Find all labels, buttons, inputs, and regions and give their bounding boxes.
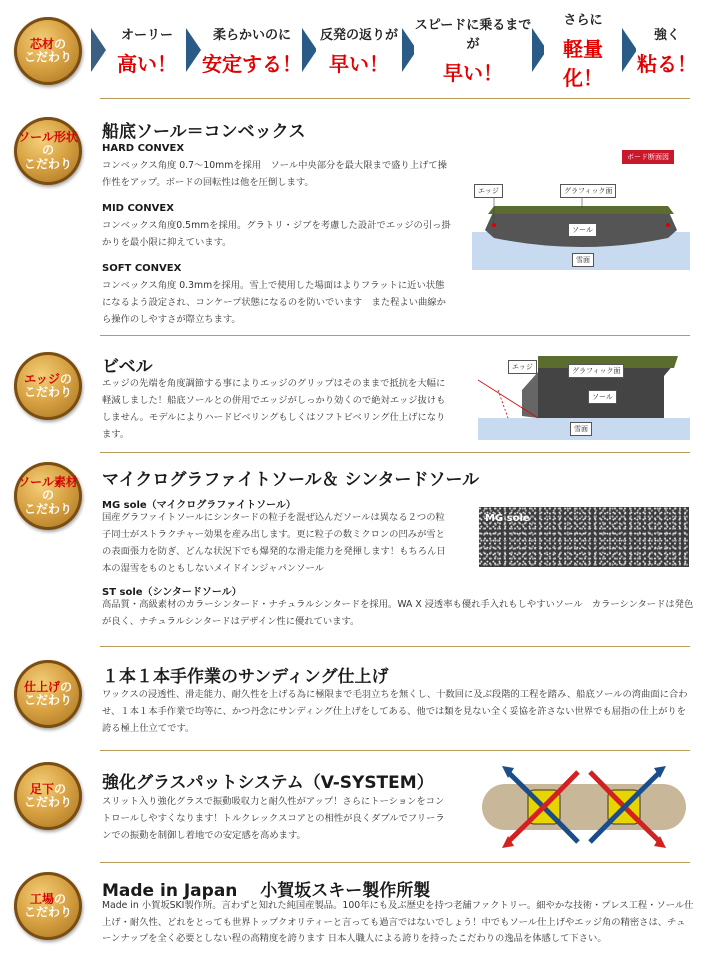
- vsystem-board-illustration: [478, 762, 690, 852]
- sole-label: ソール: [568, 223, 597, 237]
- chevron-arrow-icon: [91, 28, 106, 72]
- mid-convex-title: MID CONVEX: [102, 203, 174, 214]
- mg-sole-texture-image: [479, 507, 689, 567]
- section-title: Made in Japan 小賀坂スキー製作所製: [102, 881, 431, 901]
- factory-medal: 工場の こだわり: [14, 872, 82, 940]
- hard-convex-title: HARD CONVEX: [102, 143, 185, 154]
- st-sole-title: ST sole（シンタードソール）: [102, 587, 242, 598]
- sole-shape-medal: ソール形状の こだわり: [14, 117, 82, 185]
- divider: [100, 98, 690, 99]
- board-cross-section-diagram: [472, 150, 690, 270]
- st-sole-text: 高品質・高級素材のカラーシンタード・ナチュラルシンタードを採用。WA X 浸透率も優れ手入れもしやすいソール カラーシンタードは発色が良く、ナチュラルシンタードはデザイン性に優れています。: [102, 599, 694, 627]
- hard-convex-text: コンベックス角度 0.7〜10mmを採用 ソール中央部分を最大限まで盛り上げて操作性をアップ。ボードの回転性は他を圧倒します。: [102, 160, 447, 188]
- feature-ollie: オーリー 高い！: [108, 14, 186, 86]
- medal-subtitle: こだわり: [23, 50, 72, 64]
- diagram-badge: ボード断面図: [622, 150, 674, 164]
- underfoot-medal: 足下の こだわり: [14, 762, 82, 830]
- mid-convex-text: コンベックス角度0.5mmを採用。グラトリ・ジブを考慮した設計でエッジの引っ掛かりを最小限に抑えています。: [102, 220, 451, 248]
- finish-medal: 仕上げの こだわり: [14, 660, 82, 728]
- bevel-text: エッジの先端を角度調節する事によりエッジのグリップはそのままで抵抗を大幅に軽減しました！船底ソールとの併用でエッジがしっかり効くので絶対エッジ抜けもしません。モデルによりハードビベリングもしくはソフトビベリング仕上げになります。: [102, 378, 446, 440]
- edge-label: エッジ: [474, 184, 503, 198]
- medal-particle: の: [54, 36, 67, 51]
- snow-label: 雪面: [570, 422, 592, 436]
- chevron-arrow-icon: [622, 28, 637, 72]
- section-title: １本１本手作業のサンディング仕上げ: [102, 667, 389, 687]
- vsystem-text: スリット入り強化グラスで振動吸収力と耐久性がアップ！さらにトーションをコントロールしやすくなります！トルクレックスコアとの相性が良くダブルでフリーランでの振動を制御し着地での安定感を高めます。: [102, 796, 445, 841]
- divider: [100, 646, 690, 647]
- section-title: ビベル: [102, 357, 153, 377]
- graphic-label: グラフィック面: [568, 364, 624, 378]
- mg-sole-text: 国産グラファイトソールにシンタードの粒子を混ぜ込んだソールは異なる２つの粒子同士がストラクチャー効果を産み出します。更に粒子の数ミクロンの凹みが雪との表面張力を防ぎ、どんな状況下でも爆発的な滑走能力を発揮します！もちろん日本の湿雪をものともしないメイドインジャパンソール: [102, 512, 446, 574]
- divider: [100, 452, 690, 453]
- divider: [100, 335, 690, 336]
- section-title: 船底ソール＝コンベックス: [102, 122, 306, 142]
- made-in-japan-text: Made in 小賀坂SKI製作所。言わずと知れた純国産製品。100年にも及ぶ歴史を持つ老舗ファクトリー。細やかな技術・プレス工程・ソール仕上げ・耐久性、どれをとっても世界トップクオリティーと言っても過言ではないでしょう！中でもソール仕上げやエッジ角の精密さは、チューンナップを全く必要としない程の高精度を誇ります 日本人職人による誇りを持ったこだわりの逸品を体感して下さい。: [102, 900, 694, 944]
- soft-convex-title: SOFT CONVEX: [102, 263, 182, 274]
- divider: [100, 862, 690, 863]
- edge-label: エッジ: [508, 360, 537, 374]
- feature-stable: 柔らかいのに 安定する！: [202, 14, 302, 86]
- snow-label: 雪面: [572, 253, 594, 267]
- edge-medal: エッジの こだわり: [14, 352, 82, 420]
- section-title: マイクログラファイトソール＆ シンタードソール: [102, 470, 480, 490]
- feature-light: さらに 軽量化！: [544, 14, 622, 86]
- sole-label: ソール: [588, 390, 617, 404]
- mg-sole-image-label: MG sole: [485, 513, 530, 524]
- feature-grip: 強く 粘る！: [636, 14, 698, 86]
- mg-sole-title: MG sole（マイクログラファイトソール）: [102, 500, 296, 511]
- graphic-label: グラフィック面: [560, 184, 616, 198]
- soft-convex-text: コンベックス角度 0.3mmを採用。雪上で使用した場面はよりフラットに近い状態になるよう設定され、コンケープ状態になるのを防いでいます また程よい曲線から操作のしやすさが際立ちます。: [102, 280, 446, 325]
- medal-title: 芯材: [29, 36, 54, 51]
- chevron-arrow-icon: [186, 28, 201, 72]
- feature-rebound: 反発の返りが 早い！: [316, 14, 402, 86]
- feature-speed: スピードに乗るまでが 早い！: [414, 14, 532, 86]
- chevron-arrow-icon: [302, 28, 317, 72]
- sole-material-medal: ソール素材の こだわり: [14, 462, 82, 530]
- finish-text: ワックスの浸透性、滑走能力、耐久性を上げる為に極限まで毛羽立ちを無くし、十数回に及ぶ段階的工程を踏み、船底ソールの湾曲面に合わせ、１本１本手作業で均等に、かつ丹念にサンディング仕上げをしてある、他では類を見ない全く妥協を許さない世界でも屈指の仕上がりを誇る極上仕立てです。: [102, 689, 688, 734]
- section-title: 強化グラスパットシステム（V-SYSTEM）: [102, 773, 434, 793]
- divider: [100, 750, 690, 751]
- core-material-medal: [14, 17, 82, 85]
- bevel-diagram: [478, 350, 690, 440]
